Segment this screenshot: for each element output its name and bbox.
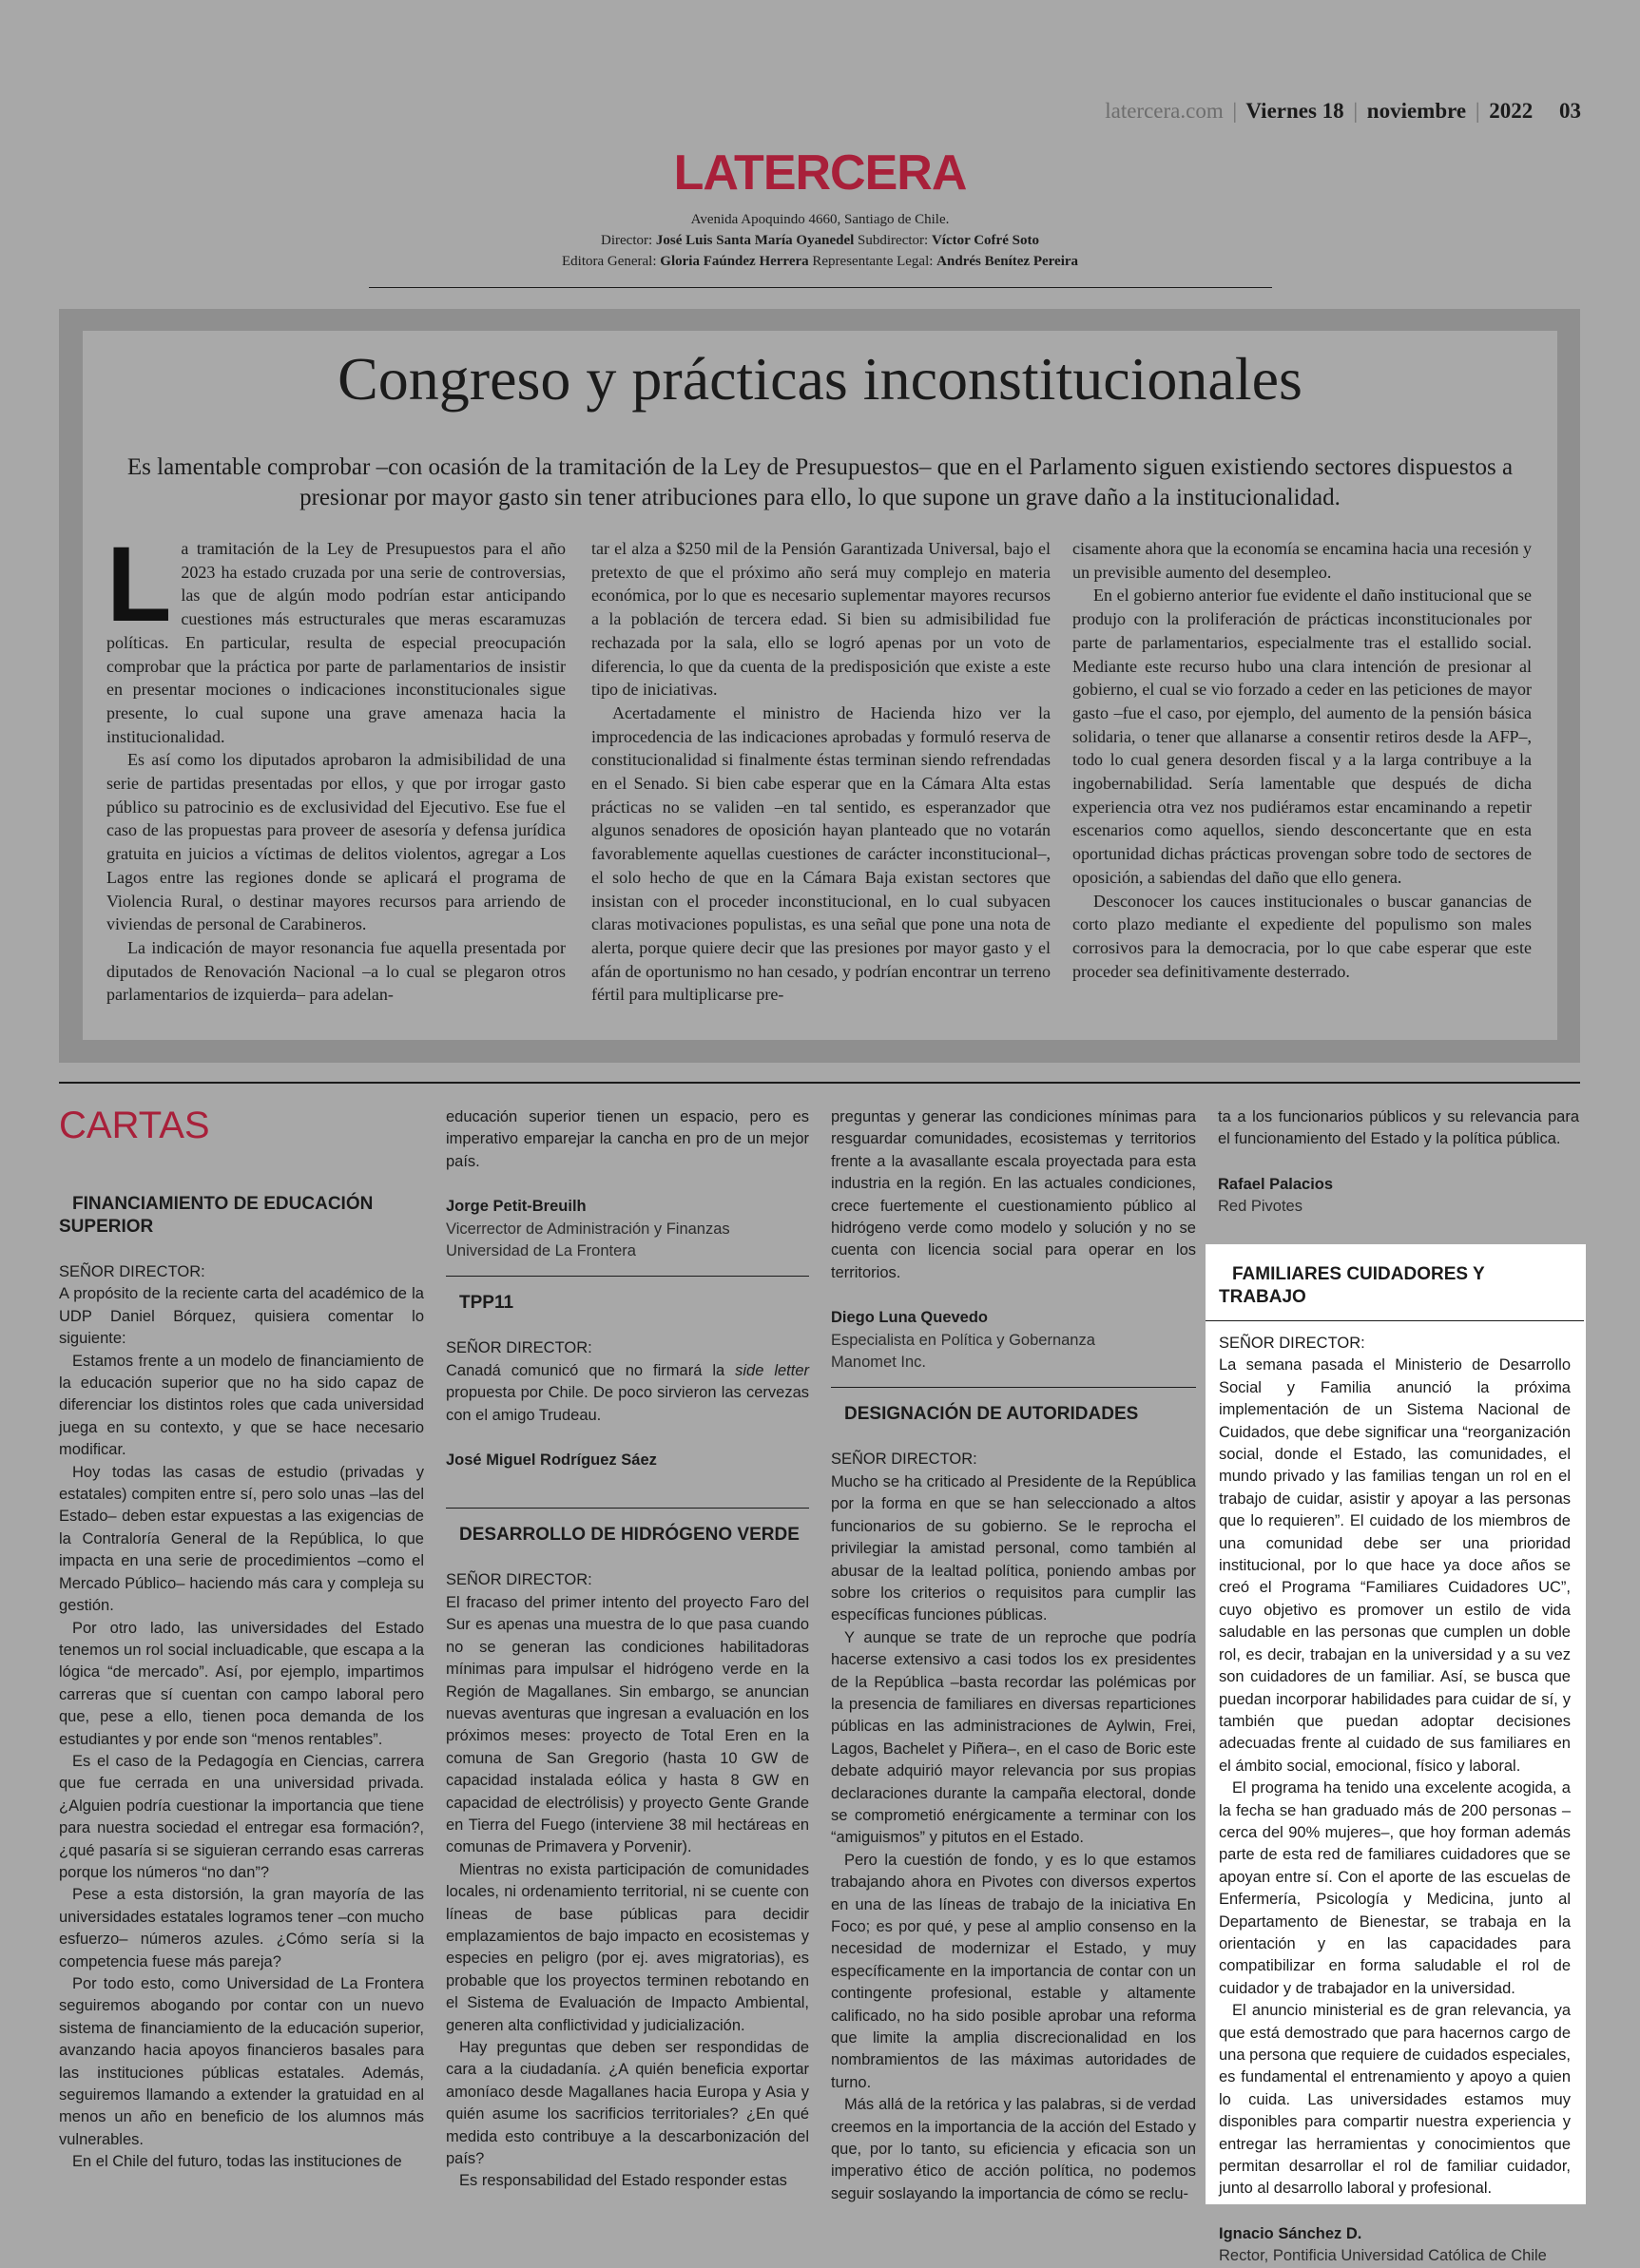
- folio-divider: |: [1353, 99, 1359, 123]
- highlighted-letter: [1219, 1250, 1571, 2268]
- editora-name: Gloria Faúndez Herrera: [660, 254, 809, 269]
- letter-affiliation: Especialista en Política y Gobernanza: [831, 1331, 1095, 1349]
- editorial-paragraph: Acertadamente el ministro de Hacienda hizo ver la improcedencia de las indicaciones aprobadas y formuló reserva de constitucionalidad si finalmente éstas terminan siendo refrendadas en el Senado. Si bien cabe esperar que en la Cámara Alta estas prácticas no se validen –en tal sentido, es esperanzador que algunos senadores de oposición hayan planteado que no votarán favorablemente aquellas cuestiones de carácter inconstitucional–, el solo hecho de que en la Cámara Baja existan sectores que insistan con el proceder inconstitucional, en lo cual subyacen claras motivaciones populistas, es una señal que pone una nota de alerta, porque quiere decir que las presiones por mayor gasto y el afán de oportunismo no han cesado, y podrían encontrar un terreno fértil para multiplicarse pre-: [591, 702, 1051, 1005]
- cartas-column-2: [446, 1106, 809, 2193]
- letter-paragraph: Más allá de la retórica y las palabras, si de verdad creemos en la importancia de la acción del Estado y que, por lo tanto, su eficiencia y eficacia son un imperativo ético de acción política, no podemos seguir soslayando la importancia de cómo se reclu-: [831, 2096, 1196, 2202]
- editorial-paragraph: En el gobierno anterior fue evidente el daño institucional que se produjo con la proliferación de prácticas inconstitucionales por parte de parlamentarios, especialmente tras el estallido social. Mediante este recurso hubo una clara intención de presionar al gobierno, el cual se vio forzado a ceder en las peticiones de mayor gasto –fue el caso, por ejemplo, del aumento de la pensión básica solidaria, o tener que allanarse a consentir retiros desde la AFP–, todo lo cual genera desorden fiscal y a la larga contribuye a la ingobernabilidad. Sería lamentable que después de dicha experiencia otra vez nos pudiéramos estar encaminando a repetir escenarios como aquellos, siendo desconcertante que en esta oportunidad dichas prácticas provengan sobre todo de sectores de oposición, a sabiendas del daño que ello genera.: [1072, 586, 1532, 887]
- masthead-address: Avenida Apoquindo 4660, Santiago de Chile.: [690, 212, 950, 227]
- letter-paragraph: Es el caso de la Pedagogía en Ciencias, carrera que fue cerrada en una universidad privada. ¿Alguien podría cuestionar la importancia que tiene para nuestra sociedad el entregar esa formación?, ¿qué pasaría si se siguieran cerrando esas carreras porque los números “no dan”?: [59, 1752, 424, 1881]
- letter-salutation: SEÑOR DIRECTOR:: [59, 1263, 205, 1280]
- letter-paragraph: El anuncio ministerial es de gran relevancia, ya que está demostrado que para hacernos cargo de una persona que requiere de cuidados especiales, es fundamental el entrenamiento y apoyo a quien lo cuida. Las universidades estamos muy disponibles para compartir nuestra experiencia y entregar las herramientas y conocimientos que permitan desarrollar el rol de familiar cuidador, junto al desarrollo laboral y profesional.: [1219, 2002, 1571, 2198]
- newspaper-logo: LATERCERA: [673, 145, 967, 201]
- letter-paragraph: En el Chile del futuro, todas las instituciones de: [72, 2153, 402, 2171]
- letter-paragraph: Y aunque se trate de un reproche que podría hacerse extensivo a casi todos los ex presidentes de la República –basta recordar las polémicas por la presencia de familiares en diversas reparticiones públicas en las administraciones de Aylwin, Frei, Lagos, Bachelet y Piñera–, en el caso de Boric este debate adquirió mayor relevancia por sus propias declaraciones durante la campaña electoral, donde se comprometió enérgicamente a terminar con los “amiguismos” y pitutos en el Estado.: [831, 1628, 1196, 1847]
- letter-paragraph: preguntas y generar las condiciones mínimas para resguardar comunidades, ecosistemas y territorios frente a la avasallante escala proyectada para esta industria en la región. En las actuales condiciones, crece fuertemente el cuestionamiento público al hidrógeno verde como modelo y solución y no se cuenta con licencia social para operar en los territorios.: [831, 1108, 1196, 1281]
- letter-paragraph: A propósito de la reciente carta del académico de la UDP Daniel Bórquez, quisiera comentar lo siguiente:: [59, 1285, 424, 1348]
- letter-paragraph: El programa ha tenido una excelente acogida, a la fecha se han graduado más de 200 personas –cerca del 90% mujeres–, que hoy forman además parte de esta red de familiares cuidadores que se apoyan entre sí. Con el aporte de las escuelas de Enfermería, Psicología y Medicina, junto al Departamento de Bienestar, se trabaja en la orientación y en las capacidades para compatibilizar en forma saludable el rol de cuidador y de trabajador en la universidad.: [1219, 1779, 1571, 1997]
- subdirector-name: Víctor Cofré Soto: [931, 233, 1039, 248]
- site-name: latercera.com: [1105, 99, 1224, 123]
- cartas-column-3: [831, 1106, 1196, 2205]
- drop-cap: L: [106, 525, 172, 644]
- letter-divider: [446, 1508, 809, 1509]
- highlighted-letter-box: [1206, 1244, 1586, 2265]
- letter-divider: [831, 1387, 1196, 1388]
- letter-signature: Rafael Palacios: [1218, 1175, 1334, 1193]
- cartas-section-title: CARTAS: [59, 1105, 210, 1146]
- editorial-paragraph: Desconocer los cauces institucionales o buscar ganancias de corto plazo mediante el expediente del populismo son males corrosivos para la democracia, por lo que cabe esperar que este proceder sea definitivamente desterrado.: [1072, 891, 1532, 981]
- letter-affiliation: Red Pivotes: [1218, 1198, 1302, 1216]
- letter-paragraph: Por todo esto, como Universidad de La Frontera seguiremos abogando por contar con un nuevo sistema de financiamiento de la educación superior, avanzando hacia apoyos financieros basales para las instituciones públicas estatales. Además, seguiremos llamando a extender la gratuidad en al menos un año en beneficio de los alumnos más vulnerables.: [59, 1975, 424, 2148]
- letter-paragraph: Hay preguntas que deben ser respondidas de cara a la ciudadanía. ¿A quién beneficia exportar amoníaco desde Magallanes hacia Europa y Asia y quién asume los sacrificios territoriales? ¿En qué medida esto contribuye a la descarbonización del país?: [446, 2039, 809, 2168]
- letter-signature: Diego Luna Quevedo: [831, 1309, 989, 1327]
- letter-divider: [1206, 1320, 1584, 1321]
- section-divider: [59, 1082, 1580, 1084]
- editorial-deck: Es lamentable comprobar –con ocasión de la tramitación de la Ley de Presupuestos– que en el Parlamento siguen existiendo sectores dispuestos a presionar por mayor gasto sin tener atribuciones para ello, lo que supone un grave daño a la institucionalidad.: [126, 454, 1514, 510]
- letter-affiliation: Manomet Inc.: [831, 1354, 926, 1372]
- editorial-paragraph: tar el alza a $250 mil de la Pensión Garantizada Universal, bajo el pretexto de que el próximo año será muy complejo en materia económica, por lo que es necesario suplementar mayores recursos a la población de tercera edad. Si bien su admisibilidad fue rechazada por la sala, ello se logró apenas por un voto de diferencia, lo que da cuenta de la predisposición que existe a este tipo de iniciativas.: [591, 539, 1051, 700]
- letter-paragraph: Mientras no exista participación de comunidades locales, ni ordenamiento territorial, ni se cuente con líneas de base públicas para decidir emplazamientos de bajo impacto en ecosistemas y especies en peligro (por ej. aves migratorias), es probable que los proyectos terminen rebotando en el Sistema de Evaluación de Impacto Ambiental, generen alta conflictividad y judicialización.: [446, 1860, 809, 2034]
- page-number: 03: [1559, 99, 1581, 123]
- letter-paragraph: El fracaso del primer intento del proyecto Faro del Sur es apenas una muestra de lo que pasa cuando no se generan las condiciones habilitadoras mínimas para impulsar el hidrógeno verde en la Región de Magallanes. Sin embargo, se anuncian nuevas aventuras que ingresan a evaluación en los próximos meses: proyecto de Total Eren en la comuna de San Gregorio (hasta 10 GW de capacidad instalada eólica y hasta 8 GW en capacidad de electrólisis) y proyecto Gente Grande en Tierra del Fuego (interviene 38 mil hectáreas en comunas de Primavera y Porvenir).: [446, 1593, 809, 1856]
- cartas-column-4: [1218, 1106, 1579, 1219]
- letter-paragraph: Hoy todas las casas de estudio (privadas y estatales) compiten entre sí, pero solo unas –las del Estado– deben estar expuestas a las exigencias de la Contraloría General de la República, lo que impacta en una serie de procedimientos –como el Mercado Público– haciendo más cara y compleja su gestión.: [59, 1463, 424, 1615]
- letter-paragraph: La semana pasada el Ministerio de Desarrollo Social y Familia anunció la próxima implementación de un Sistema Nacional de Cuidados, que debe significar una “reorganización social, donde el Estado, las comunidades, el mundo privado y las familias tengan un rol en el trabajo de cuidar, asistir y apoyar a las personas que lo requieren”. El cuidado de los miembros de una comunidad debe ser una prioridad institucional, por lo que hace ya doce años se creó el Programa “Familiares Cuidadores UC”, cuyo objetivo es promover un estilo de vida saludable en las personas que cumplen un doble rol, es decir, trabajan en la universidad y a su vez son cuidadores de un familiar. Así, se busca que puedan incorporar habilidades para cuidar de sí, y también que puedan adoptar decisiones adecuadas frente al cuidado de sus familiares en el ámbito social, emocional, físico y laboral.: [1219, 1356, 1571, 1775]
- editorial-paragraph: cisamente ahora que la economía se encamina hacia una recesión y un previsible aumento del desempleo.: [1072, 539, 1532, 582]
- masthead-staff-line-1: Director: José Luis Santa María Oyanedel Subdirector: Víctor Cofré Soto: [601, 233, 1039, 248]
- folio-month: noviembre: [1366, 99, 1467, 123]
- letter-headline: TPP11: [459, 1293, 514, 1314]
- letter-paragraph: Canadá comunicó que no firmará la side letter propuesta por Chile. De poco sirvieron las cervezas con el amigo Trudeau.: [446, 1361, 809, 1424]
- letter-divider: [446, 1276, 809, 1277]
- letter-salutation: SEÑOR DIRECTOR:: [446, 1571, 592, 1589]
- folio-day: Viernes 18: [1245, 99, 1344, 123]
- editorial-column-2: [591, 537, 1051, 1007]
- letter-headline: FINANCIAMIENTO DE EDUCACIÓN SUPERIOR: [59, 1194, 374, 1237]
- letter-signature: Ignacio Sánchez D.: [1219, 2224, 1362, 2242]
- folio-divider: |: [1475, 99, 1480, 123]
- page-folio: [1105, 99, 1581, 124]
- letter-paragraph: Mucho se ha criticado al Presidente de la República por la forma en que se han seleccionado a altos funcionarios de su gobierno. Se le reprocha el privilegiar la amistad personal, como también al abusar de la lealtad política, poniendo ambas por sobre los criterios o requisitos para cumplir las específicas funciones públicas.: [831, 1472, 1196, 1624]
- masthead: [0, 144, 1640, 272]
- editorial-paragraph: a tramitación de la Ley de Presupuestos para el año 2023 ha estado cruzada por una serie de controversias, las que de algún modo podrían estar anticipando cuestiones más estructurales que meras escaramuzas políticas. En particular, resulta de especial preocupación comprobar que la práctica por parte de parlamentarios de insistir en presentar mociones o indicaciones inconstitucionales sigue presente, lo cual supone una grave amenaza hacia la institucionalidad.: [106, 539, 566, 746]
- masthead-rule: [369, 287, 1272, 288]
- letter-headline: DESARROLLO DE HIDRÓGENO VERDE: [459, 1525, 800, 1546]
- letter-salutation: SEÑOR DIRECTOR:: [831, 1451, 977, 1469]
- letter-paragraph: educación superior tienen un espacio, pero es imperativo emparejar la cancha en pro de un mejor país.: [446, 1108, 809, 1170]
- letter-signature: José Miguel Rodríguez Sáez: [446, 1451, 657, 1470]
- letter-paragraph: Pese a esta distorsión, la gran mayoría de las universidades estatales logramos tener –con mucho esfuerzo– números azules. ¿Cómo sería si la competencia fuese más pareja?: [59, 1886, 424, 1970]
- letter-paragraph: ta a los funcionarios públicos y su relevancia para el funcionamiento del Estado y la política pública.: [1218, 1108, 1579, 1148]
- letter-paragraph: Estamos frente a un modelo de financiamiento de la educación superior que no ha sido capaz de diferenciar los distintos roles que cada universidad juega en su contexto, y que se hace necesario modificar.: [59, 1352, 424, 1459]
- editorial-title: Congreso y prácticas inconstitucionales: [338, 345, 1302, 413]
- masthead-staff-line-2: Editora General: Gloria Faúndez Herrera Representante Legal: Andrés Benítez Pereira: [561, 254, 1079, 269]
- cartas-column-1: [59, 1193, 424, 2174]
- letter-salutation: SEÑOR DIRECTOR:: [1219, 1335, 1365, 1352]
- editorial-column-3: [1072, 537, 1532, 983]
- letter-salutation: SEÑOR DIRECTOR:: [446, 1339, 592, 1357]
- representante-name: Andrés Benítez Pereira: [936, 254, 1079, 269]
- letter-affiliation: Vicerrector de Administración y Finanzas: [446, 1220, 730, 1238]
- letter-paragraph: Por otro lado, las universidades del Estado tenemos un rol social incluadicable, que escapa a la lógica “de mercado”. Así, por ejemplo, impartimos carreras que sí cuentan con campo laboral pero que, pese a ello, tienen poca demanda de los estudiantes y por ende son “menos rentables”.: [59, 1619, 424, 1748]
- letter-headline: FAMILIARES CUIDADORES Y TRABAJO: [1219, 1264, 1485, 1307]
- director-name: José Luis Santa María Oyanedel: [655, 233, 855, 248]
- letter-affiliation: Universidad de La Frontera: [446, 1242, 636, 1260]
- folio-year: 2022: [1489, 99, 1534, 123]
- folio-divider: |: [1232, 99, 1238, 123]
- editorial-paragraph: Es así como los diputados aprobaron la admisibilidad de una serie de partidas presentadas por ellos, y que por irrogar gasto público su patrocinio es de exclusividad del Ejecutivo. Ese fue el caso de las propuestas para proveer de asesoría y defensa jurídica gratuita en juicios a víctimas de delitos violentos, agregar a Los Lagos entre las regiones donde se aplicará el programa de Violencia Rural, o destinar mayores recursos para arriendo de viviendas de personal de Carabineros.: [106, 750, 566, 934]
- letter-signature: Jorge Petit-Breuilh: [446, 1198, 587, 1216]
- editorial-column-1: [106, 525, 566, 1007]
- editorial-paragraph: La indicación de mayor resonancia fue aquella presentada por diputados de Renovación Nacional –a lo cual se plegaron otros parlamentarios de izquierda– para adelan-: [106, 937, 566, 1005]
- letter-paragraph: Pero la cuestión de fondo, y es lo que estamos trabajando ahora en Pivotes con diversos expertos en una de las líneas de trabajo de la iniciativa En Foco; es por qué, y pese al amplio consenso en la necesidad de modernizar el Estado, y muy específicamente en la importancia de contar con un contingente profesional, estable y altamente calificado, no ha sido posible aprobar una reforma que limite la amplia discrecionalidad en los nombramientos de las máximas autoridades de turno.: [831, 1851, 1196, 2091]
- letter-headline: DESIGNACIÓN DE AUTORIDADES: [844, 1404, 1139, 1425]
- letter-affiliation: Rector, Pontificia Universidad Católica de Chile: [1219, 2247, 1547, 2265]
- letter-paragraph: Es responsabilidad del Estado responder estas: [459, 2172, 787, 2190]
